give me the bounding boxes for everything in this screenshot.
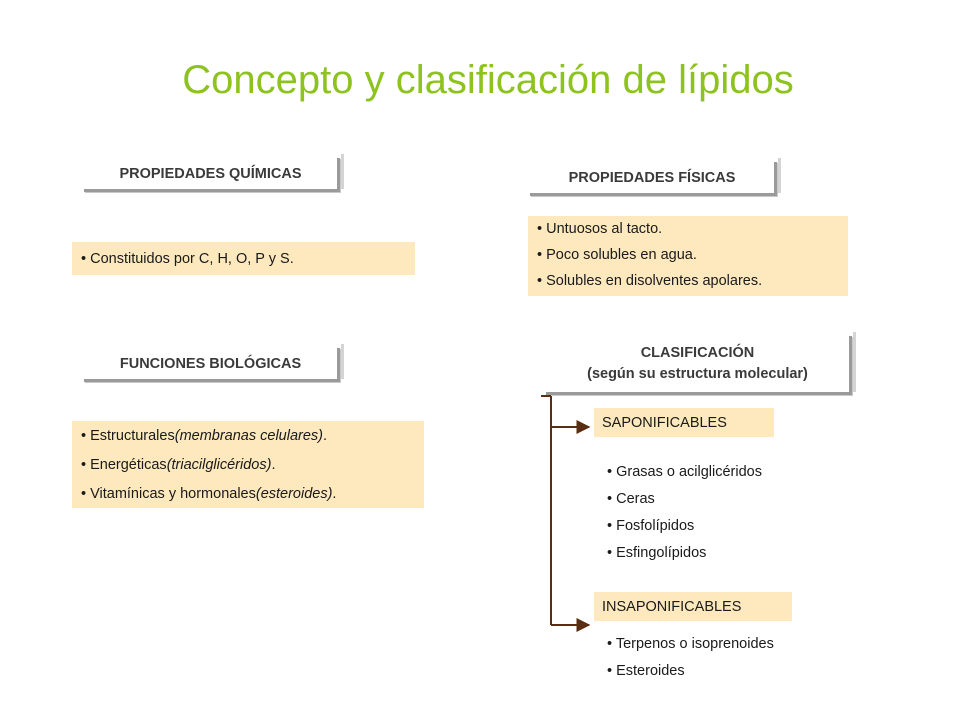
header-propiedades-fisicas-label: PROPIEDADES FÍSICAS (568, 169, 736, 186)
list-item: • Poco solubles en agua. (537, 247, 697, 263)
item-text: • Energéticas (81, 456, 167, 473)
header-propiedades-quimicas-label: PROPIEDADES QUÍMICAS (119, 165, 302, 182)
item-tail: . (271, 456, 276, 473)
list-item: • Esfingolípidos (607, 544, 707, 561)
list-item: • Constituidos por C, H, O, P y S. (81, 250, 294, 267)
header-clasificacion-line1: CLASIFICACIÓN (640, 345, 755, 361)
list-item: • Esteroides (607, 662, 685, 679)
list-item: • Untuosos al tacto. (537, 221, 663, 237)
page-title: Concepto y clasificación de lípidos (182, 58, 794, 102)
tag-saponificables-label: SAPONIFICABLES (602, 414, 727, 431)
list-saponificables (607, 458, 762, 566)
item-text: • Estructurales (81, 427, 175, 444)
list-item: • Solubles en disolventes apolares. (537, 273, 763, 289)
item-text: • Vitamínicas y hormonales (81, 485, 256, 502)
item-emphasis: (triacilglicéridos) (166, 456, 272, 473)
tag-saponificables (594, 408, 774, 437)
header-funciones-biologicas-label: FUNCIONES BIOLÓGICAS (119, 355, 302, 372)
list-item: • Ceras (607, 490, 655, 507)
list-item: • Grasas o acilglicéridos (607, 463, 762, 480)
item-tail: . (332, 485, 337, 502)
item-tail: . (323, 427, 328, 444)
item-emphasis: (membranas celulares) (174, 427, 324, 444)
item-emphasis: (esteroides) (255, 485, 333, 502)
header-clasificacion-line2: (según su estructura molecular) (587, 366, 808, 382)
list-item: • Fosfolípidos (607, 517, 695, 534)
tag-insaponificables-label: INSAPONIFICABLES (602, 598, 742, 615)
list-item: • Terpenos o isoprenoides (607, 635, 774, 652)
list-insaponificables (607, 630, 774, 684)
tag-insaponificables (594, 592, 792, 621)
